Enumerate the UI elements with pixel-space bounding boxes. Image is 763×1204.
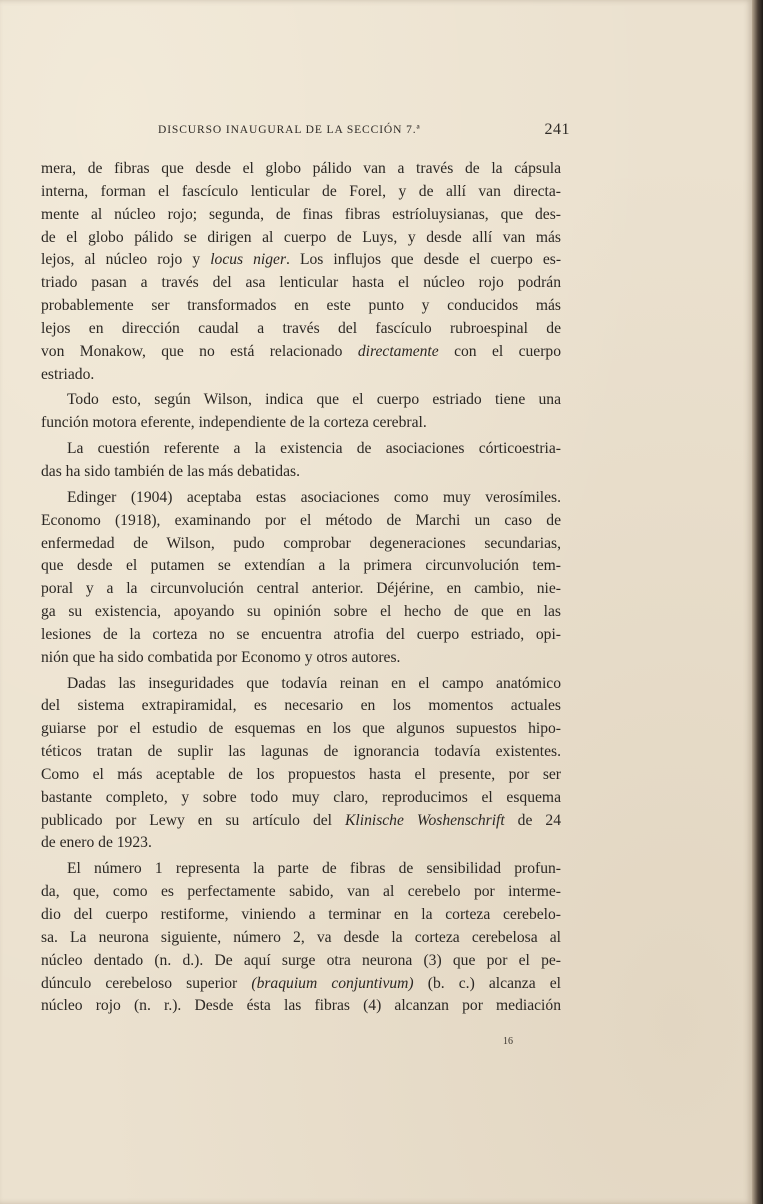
text-segment: Todo esto, según Wilson, indica que el cuerpo estriado tiene una bbox=[67, 391, 561, 409]
text-line bbox=[41, 695, 561, 718]
text-segment: del sistema extrapiramidal, es necesario en los momentos actuales bbox=[41, 697, 561, 715]
text-line bbox=[41, 510, 561, 533]
text-line bbox=[41, 533, 561, 556]
text-segment: sa. La neurona siguiente, número 2, va desde la corteza cerebelosa al bbox=[41, 928, 561, 946]
running-title: DISCURSO INAUGURAL DE LA SECCIÓN 7.ª bbox=[158, 124, 421, 136]
text-line bbox=[41, 412, 561, 435]
text-line bbox=[41, 787, 561, 810]
text-line bbox=[41, 249, 561, 272]
text-segment: núcleo rojo (n. r.). Desde ésta las fibras (4) alcanzan por mediación bbox=[41, 997, 561, 1015]
text-segment: das ha sido también de las más debatidas. bbox=[41, 462, 300, 480]
text-segment: von Monakow, que no está relacionado bbox=[41, 342, 358, 360]
text-line bbox=[41, 158, 561, 181]
text-line bbox=[41, 389, 561, 412]
text-segment: función motora eferente, independiente de la corteza cerebral. bbox=[41, 414, 427, 432]
text-segment: Como el más aceptable de los propuestos hasta el presente, por ser bbox=[41, 765, 561, 783]
text-line bbox=[41, 555, 561, 578]
italic-term: (braquium conjuntivum) bbox=[251, 974, 414, 992]
text-segment: triado pasan a través del asa lenticular hasta el núcleo rojo podrán bbox=[41, 274, 561, 292]
body-text bbox=[41, 158, 561, 1018]
text-line bbox=[41, 718, 561, 741]
text-segment: probablemente ser transformados en este punto y conducidos más bbox=[41, 297, 561, 315]
text-line bbox=[41, 461, 561, 484]
text-segment: estriado. bbox=[41, 365, 95, 383]
text-segment: bastante completo, y sobre todo muy claro, reproducimos el esquema bbox=[41, 788, 561, 806]
text-line bbox=[41, 204, 561, 227]
text-segment: Economo (1918), examinando por el método de Marchi un caso de bbox=[41, 511, 561, 529]
text-segment: . Los influjos que desde el cuerpo es- bbox=[286, 251, 562, 269]
text-segment: lejos en dirección caudal a través del fascículo rubroespinal de bbox=[41, 319, 561, 337]
text-line bbox=[41, 624, 561, 647]
text-line bbox=[41, 858, 561, 881]
text-line bbox=[41, 227, 561, 250]
italic-term: directamente bbox=[357, 342, 439, 360]
page-edge-shadow bbox=[752, 0, 763, 1204]
text-segment: lejos, al núcleo rojo y bbox=[41, 251, 211, 269]
text-line bbox=[41, 810, 561, 833]
italic-term: locus niger bbox=[210, 251, 287, 269]
text-line bbox=[41, 995, 561, 1018]
text-segment: Edinger (1904) aceptaba estas asociaciones como muy verosímiles. bbox=[67, 488, 561, 506]
text-segment: dúnculo cerebeloso superior bbox=[41, 974, 252, 992]
text-segment: enfermedad de Wilson, pudo comprobar degeneraciones secundarias, bbox=[41, 534, 561, 552]
text-line bbox=[41, 341, 561, 364]
text-line bbox=[41, 318, 561, 341]
text-line bbox=[41, 927, 561, 950]
text-line bbox=[41, 364, 561, 387]
text-segment: nión que ha sido combatida por Economo y otros autores. bbox=[41, 648, 401, 666]
text-segment: guiarse por el estudio de esquemas en los que algunos supuestos hipo- bbox=[41, 720, 561, 738]
italic-term: Klinische Woshenschrift bbox=[345, 811, 505, 829]
text-segment: mente al núcleo rojo; segunda, de finas fibras estríoluysianas, que des- bbox=[41, 205, 561, 223]
text-segment: núcleo dentado (n. d.). De aquí surge otra neurona (3) que por el pe- bbox=[41, 951, 561, 969]
text-line bbox=[41, 832, 561, 855]
text-line bbox=[41, 647, 561, 670]
text-line bbox=[41, 601, 561, 624]
text-segment: poral y a la circunvolución central anterior. Déjérine, en cambio, nie- bbox=[41, 580, 561, 598]
text-line bbox=[41, 973, 561, 996]
text-segment: La cuestión referente a la existencia de asociaciones córticoestria- bbox=[67, 440, 561, 458]
text-segment: ga su existencia, apoyando su opinión sobre el hecho de que en las bbox=[41, 603, 561, 621]
text-segment: da, que, como es perfectamente sabido, van al cerebelo por interme- bbox=[41, 883, 561, 901]
text-segment: publicado por Lewy en su artículo del bbox=[41, 811, 345, 829]
text-line bbox=[41, 764, 561, 787]
text-segment: téticos tratan de suplir las lagunas de ignorancia todavía existentes. bbox=[41, 743, 561, 761]
text-line bbox=[41, 295, 561, 318]
text-line bbox=[41, 950, 561, 973]
text-segment: lesiones de la corteza no se encuentra atrofia del cuerpo estriado, opi- bbox=[41, 625, 561, 643]
text-segment: de 24 bbox=[504, 811, 561, 829]
text-segment: que desde el putamen se extendían a la primera circunvolución tem- bbox=[41, 557, 561, 575]
text-segment: dio del cuerpo restiforme, viniendo a terminar en la corteza cerebelo- bbox=[41, 906, 561, 923]
text-line bbox=[41, 181, 561, 204]
text-segment: de el globo pálido se dirigen al cuerpo de Luys, y desde allí van más bbox=[41, 228, 561, 246]
text-segment: Dadas las inseguridades que todavía reinan en el campo anatómico bbox=[67, 674, 561, 692]
running-head bbox=[158, 120, 570, 144]
text-line bbox=[41, 578, 561, 601]
text-segment: interna, forman el fascículo lenticular de Forel, y de allí van directa- bbox=[41, 182, 561, 200]
text-line bbox=[41, 487, 561, 510]
text-line bbox=[41, 881, 561, 904]
text-line bbox=[41, 673, 561, 696]
page-number: 241 bbox=[544, 121, 570, 138]
signature-mark: 16 bbox=[503, 1036, 513, 1047]
text-segment: de enero de 1923. bbox=[41, 834, 152, 852]
text-segment: mera, de fibras que desde el globo pálido van a través de la cápsula bbox=[41, 160, 561, 177]
text-segment: El número 1 representa la parte de fibras de sensibilidad profun- bbox=[67, 860, 561, 878]
text-line bbox=[41, 272, 561, 295]
text-line bbox=[41, 904, 561, 927]
text-line bbox=[41, 741, 561, 764]
text-segment: (b. c.) alcanza el bbox=[413, 974, 561, 992]
text-segment: con el cuerpo bbox=[438, 342, 562, 360]
text-line bbox=[41, 438, 561, 461]
